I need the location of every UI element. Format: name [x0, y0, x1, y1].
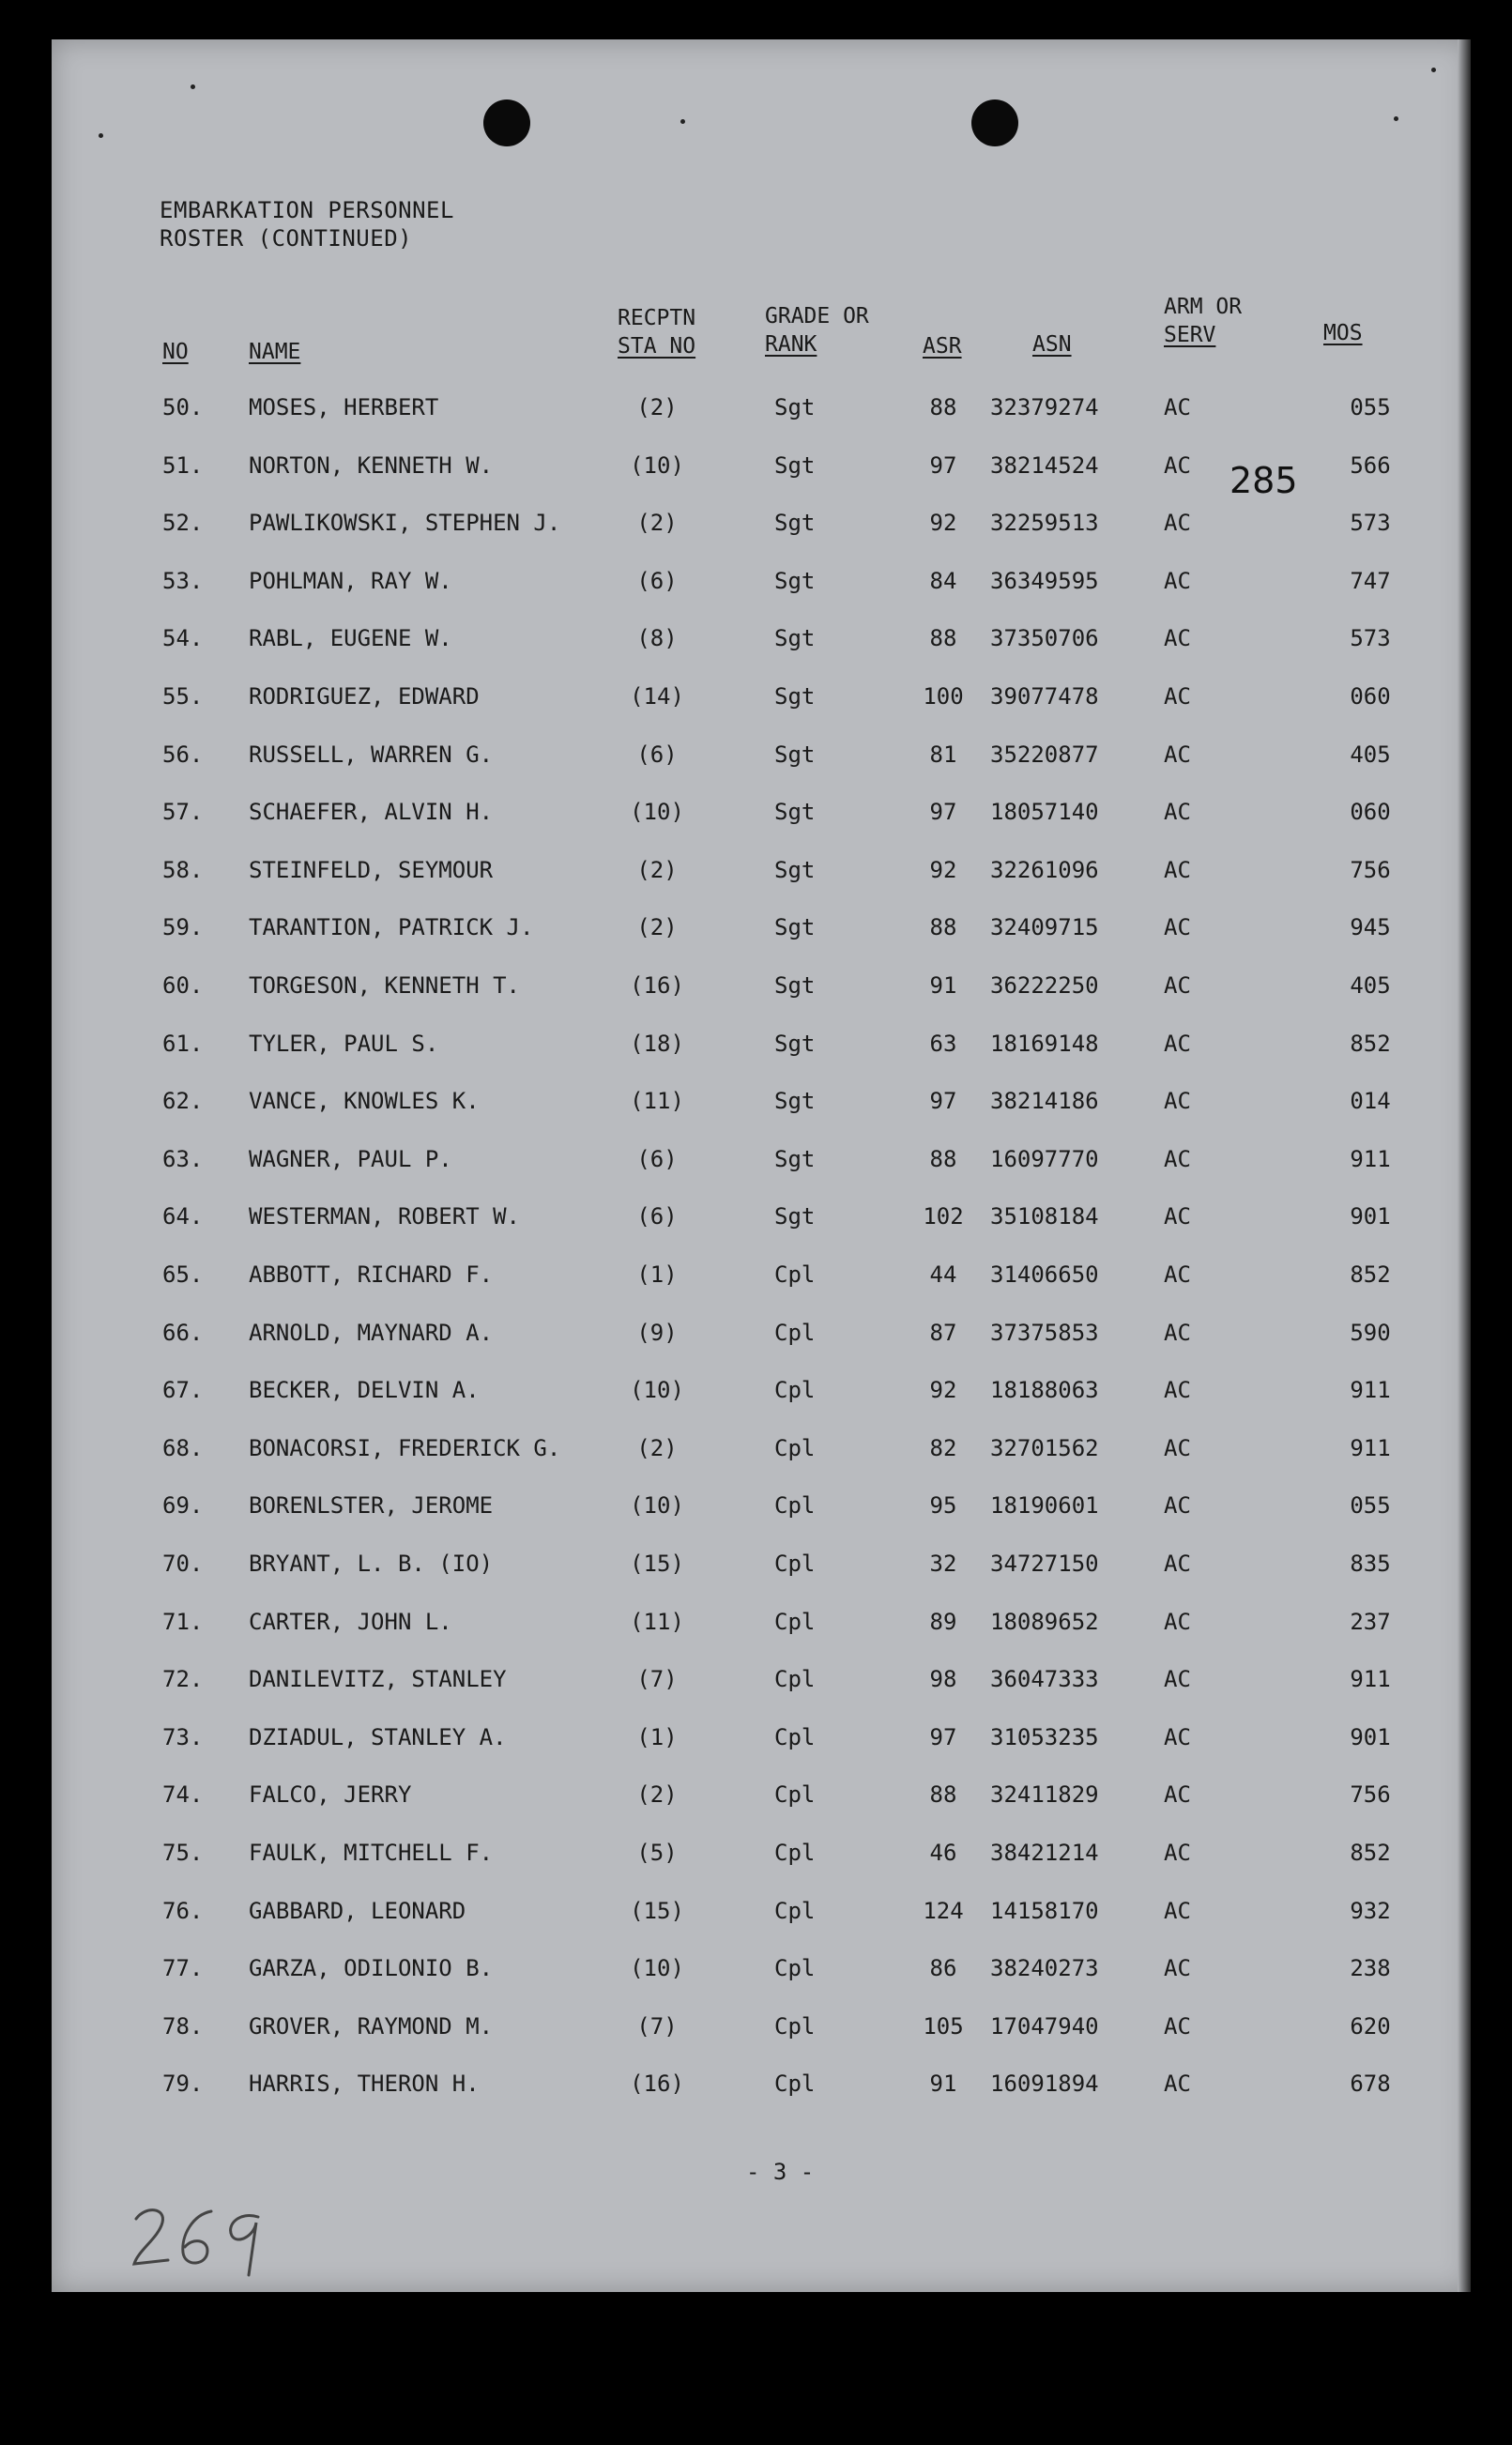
column-header-recptn: RECPTN — [618, 306, 696, 330]
cell-asr: 88 — [929, 1145, 957, 1172]
column-header-arm: ARM OR — [1164, 295, 1243, 319]
cell-no: 58. — [162, 856, 204, 883]
cell-arm: AC — [1164, 1088, 1191, 1115]
stamped-number: 285 — [1229, 460, 1298, 501]
cell-name: BRYANT, L. B. (IO) — [249, 1551, 494, 1577]
cell-asr: 81 — [929, 741, 957, 768]
cell-arm: AC — [1164, 856, 1191, 883]
cell-no: 76. — [162, 1897, 204, 1924]
cell-mos: 901 — [1350, 1723, 1391, 1750]
cell-sta: (10) — [630, 1955, 684, 1982]
cell-sta: (6) — [636, 741, 678, 768]
table-row — [52, 972, 1471, 1010]
cell-arm: AC — [1164, 1608, 1191, 1635]
cell-asn: 17047940 — [990, 2012, 1099, 2040]
cell-mos: 835 — [1350, 1551, 1391, 1577]
cell-grade: Sgt — [774, 1203, 816, 1230]
cell-arm: AC — [1164, 799, 1191, 826]
cell-asn: 38214186 — [990, 1088, 1099, 1115]
cell-asr: 84 — [929, 567, 957, 594]
cell-asr: 98 — [929, 1666, 957, 1693]
cell-sta: (5) — [636, 1840, 678, 1866]
cell-arm: AC — [1164, 1551, 1191, 1577]
cell-asr: 46 — [929, 1840, 957, 1866]
cell-grade: Cpl — [774, 1608, 816, 1635]
cell-mos: 055 — [1350, 394, 1391, 420]
cell-asn: 32379274 — [990, 394, 1099, 420]
cell-grade: Cpl — [774, 2071, 816, 2098]
cell-asn: 36222250 — [990, 972, 1099, 999]
cell-mos: 911 — [1350, 1666, 1391, 1693]
cell-grade: Cpl — [774, 1551, 816, 1577]
cell-grade: Sgt — [774, 972, 816, 999]
cell-grade: Cpl — [774, 1492, 816, 1520]
cell-grade: Sgt — [774, 1145, 816, 1172]
cell-mos: 932 — [1350, 1897, 1391, 1924]
cell-grade: Sgt — [774, 394, 816, 420]
cell-asn: 39077478 — [990, 683, 1099, 710]
cell-mos: 911 — [1350, 1145, 1391, 1172]
cell-no: 62. — [162, 1088, 204, 1115]
cell-arm: AC — [1164, 1377, 1191, 1404]
cell-sta: (6) — [636, 1145, 678, 1172]
cell-grade: Cpl — [774, 2012, 816, 2040]
cell-no: 55. — [162, 683, 204, 710]
cell-name: VANCE, KNOWLES K. — [249, 1088, 480, 1115]
cell-name: FALCO, JERRY — [249, 1781, 412, 1809]
cell-mos: 060 — [1350, 683, 1391, 710]
cell-asr: 32 — [929, 1551, 957, 1577]
cell-arm: AC — [1164, 683, 1191, 710]
cell-asr: 105 — [923, 2012, 964, 2040]
cell-grade: Cpl — [774, 1261, 816, 1288]
cell-grade: Cpl — [774, 1955, 816, 1982]
cell-no: 64. — [162, 1203, 204, 1230]
cell-name: GABBARD, LEONARD — [249, 1897, 466, 1924]
cell-arm: AC — [1164, 1434, 1191, 1461]
table-row — [52, 914, 1471, 952]
table-row — [52, 741, 1471, 779]
cell-asn: 18190601 — [990, 1492, 1099, 1520]
cell-sta: (1) — [636, 1261, 678, 1288]
cell-arm: AC — [1164, 1030, 1191, 1057]
column-header-name: NAME — [249, 340, 301, 364]
cell-sta: (11) — [630, 1088, 684, 1115]
cell-asn: 32261096 — [990, 856, 1099, 883]
cell-mos: 911 — [1350, 1434, 1391, 1461]
cell-mos: 620 — [1350, 2012, 1391, 2040]
cell-grade: Cpl — [774, 1840, 816, 1866]
cell-no: 78. — [162, 2012, 204, 2040]
cell-no: 50. — [162, 394, 204, 420]
cell-grade: Cpl — [774, 1319, 816, 1346]
cell-grade: Sgt — [774, 625, 816, 652]
cell-mos: 573 — [1350, 510, 1391, 537]
table-row — [52, 799, 1471, 836]
cell-arm: AC — [1164, 1723, 1191, 1750]
cell-grade: Sgt — [774, 510, 816, 537]
cell-grade: Sgt — [774, 914, 816, 941]
cell-arm: AC — [1164, 1145, 1191, 1172]
cell-no: 60. — [162, 972, 204, 999]
cell-mos: 852 — [1350, 1261, 1391, 1288]
cell-grade: Cpl — [774, 1666, 816, 1693]
cell-grade: Sgt — [774, 567, 816, 594]
cell-grade: Sgt — [774, 451, 816, 479]
table-row — [52, 1609, 1471, 1646]
cell-sta: (10) — [630, 1492, 684, 1520]
page-number: - 3 - — [746, 2159, 815, 2185]
cell-sta: (9) — [636, 1319, 678, 1346]
punch-hole-right — [971, 99, 1018, 146]
cell-grade: Sgt — [774, 683, 816, 710]
cell-sta: (16) — [630, 2071, 684, 2098]
cell-name: DZIADUL, STANLEY A. — [249, 1723, 507, 1750]
table-row — [52, 1203, 1471, 1241]
cell-mos: 405 — [1350, 972, 1391, 999]
column-header-asr: ASR — [923, 334, 962, 359]
cell-asn: 18057140 — [990, 799, 1099, 826]
cell-asr: 124 — [923, 1897, 964, 1924]
cell-asn: 32701562 — [990, 1434, 1099, 1461]
cell-no: 61. — [162, 1030, 204, 1057]
cell-asr: 89 — [929, 1608, 957, 1635]
cell-asr: 95 — [929, 1492, 957, 1520]
cell-name: PAWLIKOWSKI, STEPHEN J. — [249, 510, 561, 537]
cell-name: GARZA, ODILONIO B. — [249, 1955, 494, 1982]
cell-arm: AC — [1164, 2071, 1191, 2098]
cell-arm: AC — [1164, 625, 1191, 652]
table-row — [52, 394, 1471, 432]
cell-arm: AC — [1164, 1840, 1191, 1866]
table-row — [52, 568, 1471, 605]
cell-mos: 590 — [1350, 1319, 1391, 1346]
cell-asn: 35108184 — [990, 1203, 1099, 1230]
cell-no: 75. — [162, 1840, 204, 1866]
cell-sta: (2) — [636, 856, 678, 883]
cell-asn: 18089652 — [990, 1608, 1099, 1635]
cell-no: 77. — [162, 1955, 204, 1982]
cell-sta: (10) — [630, 1377, 684, 1404]
cell-no: 54. — [162, 625, 204, 652]
table-row — [52, 1435, 1471, 1473]
cell-asr: 86 — [929, 1955, 957, 1982]
cell-mos: 573 — [1350, 625, 1391, 652]
cell-asn: 31053235 — [990, 1723, 1099, 1750]
cell-no: 79. — [162, 2071, 204, 2098]
table-row — [52, 1840, 1471, 1877]
cell-name: DANILEVITZ, STANLEY — [249, 1666, 507, 1693]
cell-grade: Cpl — [774, 1781, 816, 1809]
cell-no: 69. — [162, 1492, 204, 1520]
cell-sta: (11) — [630, 1608, 684, 1635]
cell-sta: (10) — [630, 451, 684, 479]
roster-title-line-1: EMBARKATION PERSONNEL — [160, 197, 454, 223]
cell-asr: 88 — [929, 625, 957, 652]
cell-name: WESTERMAN, ROBERT W. — [249, 1203, 520, 1230]
cell-asn: 16097770 — [990, 1145, 1099, 1172]
cell-arm: AC — [1164, 1666, 1191, 1693]
table-row — [52, 2071, 1471, 2108]
cell-name: MOSES, HERBERT — [249, 394, 439, 420]
cell-name: BONACORSI, FREDERICK G. — [249, 1434, 561, 1461]
cell-asn: 16091894 — [990, 2071, 1099, 2098]
cell-name: RUSSELL, WARREN G. — [249, 741, 494, 768]
cell-mos: 055 — [1350, 1492, 1391, 1520]
cell-mos: 945 — [1350, 914, 1391, 941]
cell-asn: 18188063 — [990, 1377, 1099, 1404]
cell-arm: AC — [1164, 914, 1191, 941]
cell-no: 74. — [162, 1781, 204, 1809]
column-header-asn: ASN — [1032, 332, 1072, 357]
cell-asn: 36349595 — [990, 567, 1099, 594]
cell-no: 67. — [162, 1377, 204, 1404]
cell-arm: AC — [1164, 567, 1191, 594]
table-row — [52, 1781, 1471, 1819]
cell-sta: (15) — [630, 1897, 684, 1924]
table-row — [52, 857, 1471, 894]
cell-mos: 566 — [1350, 451, 1391, 479]
cell-name: RODRIGUEZ, EDWARD — [249, 683, 480, 710]
cell-asn: 34727150 — [990, 1551, 1099, 1577]
cell-asr: 97 — [929, 1723, 957, 1750]
cell-arm: AC — [1164, 1319, 1191, 1346]
cell-no: 68. — [162, 1434, 204, 1461]
cell-name: STEINFELD, SEYMOUR — [249, 856, 494, 883]
cell-sta: (18) — [630, 1030, 684, 1057]
cell-grade: Cpl — [774, 1434, 816, 1461]
cell-name: SCHAEFER, ALVIN H. — [249, 799, 494, 826]
speck — [1431, 68, 1436, 72]
cell-grade: Cpl — [774, 1897, 816, 1924]
cell-no: 72. — [162, 1666, 204, 1693]
table-row — [52, 1261, 1471, 1299]
cell-asn: 18169148 — [990, 1030, 1099, 1057]
cell-mos: 756 — [1350, 1781, 1391, 1809]
cell-asr: 92 — [929, 510, 957, 537]
column-header-no: NO — [162, 340, 189, 364]
roster-title-line-2: ROSTER (CONTINUED) — [160, 225, 413, 252]
cell-name: FAULK, MITCHELL F. — [249, 1840, 494, 1866]
cell-mos: 237 — [1350, 1608, 1391, 1635]
cell-asr: 102 — [923, 1203, 964, 1230]
cell-sta: (7) — [636, 2012, 678, 2040]
table-row — [52, 510, 1471, 547]
cell-grade: Sgt — [774, 799, 816, 826]
table-row — [52, 1666, 1471, 1704]
cell-name: WAGNER, PAUL P. — [249, 1145, 452, 1172]
cell-no: 71. — [162, 1608, 204, 1635]
cell-arm: AC — [1164, 1955, 1191, 1982]
cell-sta: (6) — [636, 1203, 678, 1230]
punch-hole-left — [483, 99, 530, 146]
cell-asn: 32411829 — [990, 1781, 1099, 1809]
cell-sta: (15) — [630, 1551, 684, 1577]
cell-name: BECKER, DELVIN A. — [249, 1377, 480, 1404]
cell-mos: 238 — [1350, 1955, 1391, 1982]
cell-arm: AC — [1164, 510, 1191, 537]
cell-arm: AC — [1164, 1203, 1191, 1230]
column-header-serv: SERV — [1164, 323, 1216, 347]
document-page — [52, 39, 1471, 2292]
table-row — [52, 625, 1471, 663]
table-row — [52, 452, 1471, 490]
cell-mos: 747 — [1350, 567, 1391, 594]
cell-sta: (14) — [630, 683, 684, 710]
cell-mos: 756 — [1350, 856, 1391, 883]
cell-no: 51. — [162, 451, 204, 479]
cell-asn: 35220877 — [990, 741, 1099, 768]
cell-arm: AC — [1164, 2012, 1191, 2040]
cell-name: ARNOLD, MAYNARD A. — [249, 1319, 494, 1346]
cell-asr: 82 — [929, 1434, 957, 1461]
table-row — [52, 1724, 1471, 1762]
table-row — [52, 1955, 1471, 1993]
cell-asn: 38240273 — [990, 1955, 1099, 1982]
cell-asn: 32259513 — [990, 510, 1099, 537]
cell-mos: 678 — [1350, 2071, 1391, 2098]
table-row — [52, 683, 1471, 721]
cell-asr: 88 — [929, 394, 957, 420]
handwritten-page-number — [127, 2198, 277, 2283]
cell-asn: 38214524 — [990, 451, 1099, 479]
column-header-sta-no: STA NO — [618, 334, 696, 359]
cell-no: 59. — [162, 914, 204, 941]
cell-name: POHLMAN, RAY W. — [249, 567, 452, 594]
cell-no: 53. — [162, 567, 204, 594]
cell-arm: AC — [1164, 1781, 1191, 1809]
cell-arm: AC — [1164, 451, 1191, 479]
cell-asr: 88 — [929, 914, 957, 941]
cell-asr: 97 — [929, 799, 957, 826]
column-header-mos: MOS — [1323, 321, 1363, 345]
cell-name: CARTER, JOHN L. — [249, 1608, 452, 1635]
table-row — [52, 1377, 1471, 1414]
table-row — [52, 1551, 1471, 1588]
cell-name: TARANTION, PATRICK J. — [249, 914, 534, 941]
cell-sta: (2) — [636, 1781, 678, 1809]
table-row — [52, 1320, 1471, 1357]
cell-no: 66. — [162, 1319, 204, 1346]
cell-sta: (2) — [636, 914, 678, 941]
table-row — [52, 2013, 1471, 2051]
cell-sta: (7) — [636, 1666, 678, 1693]
cell-asr: 87 — [929, 1319, 957, 1346]
cell-asn: 37350706 — [990, 625, 1099, 652]
table-row — [52, 1898, 1471, 1935]
cell-arm: AC — [1164, 972, 1191, 999]
cell-asr: 92 — [929, 856, 957, 883]
cell-mos: 901 — [1350, 1203, 1391, 1230]
cell-asn: 38421214 — [990, 1840, 1099, 1866]
cell-mos: 405 — [1350, 741, 1391, 768]
cell-no: 70. — [162, 1551, 204, 1577]
cell-asr: 97 — [929, 451, 957, 479]
cell-asr: 63 — [929, 1030, 957, 1057]
cell-arm: AC — [1164, 1492, 1191, 1520]
table-row — [52, 1031, 1471, 1068]
cell-sta: (10) — [630, 799, 684, 826]
cell-mos: 014 — [1350, 1088, 1391, 1115]
cell-mos: 852 — [1350, 1030, 1391, 1057]
cell-grade: Cpl — [774, 1723, 816, 1750]
cell-no: 57. — [162, 799, 204, 826]
cell-grade: Sgt — [774, 1030, 816, 1057]
speck — [99, 133, 103, 138]
cell-asr: 92 — [929, 1377, 957, 1404]
cell-name: TORGESON, KENNETH T. — [249, 972, 520, 999]
cell-sta: (16) — [630, 972, 684, 999]
cell-asn: 37375853 — [990, 1319, 1099, 1346]
cell-asr: 91 — [929, 972, 957, 999]
cell-arm: AC — [1164, 741, 1191, 768]
cell-sta: (8) — [636, 625, 678, 652]
speck — [191, 84, 195, 89]
table-row — [52, 1146, 1471, 1184]
cell-mos: 852 — [1350, 1840, 1391, 1866]
cell-grade: Sgt — [774, 741, 816, 768]
cell-name: RABL, EUGENE W. — [249, 625, 452, 652]
cell-name: BORENLSTER, JEROME — [249, 1492, 494, 1520]
cell-no: 73. — [162, 1723, 204, 1750]
cell-sta: (1) — [636, 1723, 678, 1750]
speck — [680, 119, 685, 124]
cell-name: NORTON, KENNETH W. — [249, 451, 494, 479]
cell-asn: 32409715 — [990, 914, 1099, 941]
cell-asn: 31406650 — [990, 1261, 1099, 1288]
cell-sta: (2) — [636, 1434, 678, 1461]
cell-arm: AC — [1164, 394, 1191, 420]
cell-asr: 44 — [929, 1261, 957, 1288]
cell-sta: (2) — [636, 510, 678, 537]
cell-name: GROVER, RAYMOND M. — [249, 2012, 494, 2040]
cell-asr: 88 — [929, 1781, 957, 1809]
cell-no: 65. — [162, 1261, 204, 1288]
cell-grade: Sgt — [774, 856, 816, 883]
cell-arm: AC — [1164, 1261, 1191, 1288]
cell-mos: 911 — [1350, 1377, 1391, 1404]
cell-asr: 91 — [929, 2071, 957, 2098]
cell-asn: 14158170 — [990, 1897, 1099, 1924]
cell-no: 52. — [162, 510, 204, 537]
cell-name: HARRIS, THERON H. — [249, 2071, 480, 2098]
cell-asr: 97 — [929, 1088, 957, 1115]
cell-grade: Cpl — [774, 1377, 816, 1404]
cell-grade: Sgt — [774, 1088, 816, 1115]
cell-no: 56. — [162, 741, 204, 768]
cell-mos: 060 — [1350, 799, 1391, 826]
column-header-grade: GRADE OR — [765, 304, 869, 329]
cell-asn: 36047333 — [990, 1666, 1099, 1693]
cell-name: TYLER, PAUL S. — [249, 1030, 439, 1057]
column-header-rank: RANK — [765, 332, 817, 357]
cell-sta: (6) — [636, 567, 678, 594]
table-row — [52, 1088, 1471, 1125]
cell-sta: (2) — [636, 394, 678, 420]
cell-asr: 100 — [923, 683, 964, 710]
cell-arm: AC — [1164, 1897, 1191, 1924]
cell-name: ABBOTT, RICHARD F. — [249, 1261, 494, 1288]
cell-no: 63. — [162, 1145, 204, 1172]
table-row — [52, 1492, 1471, 1530]
speck — [1394, 116, 1398, 121]
